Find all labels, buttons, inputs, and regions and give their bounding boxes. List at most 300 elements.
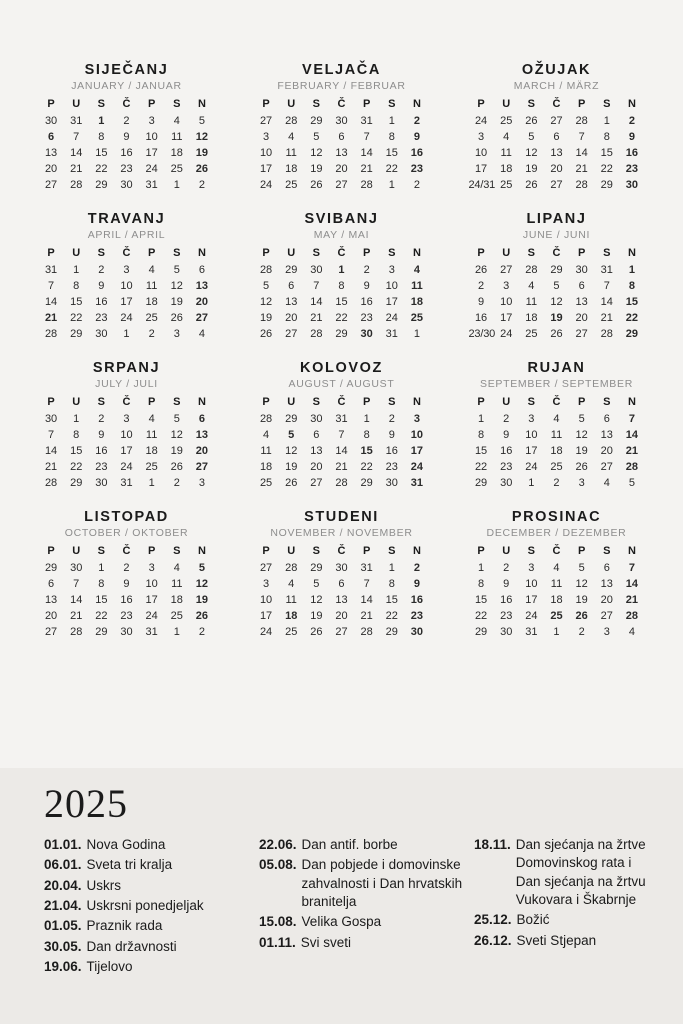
day-cell: 1: [413, 327, 420, 340]
day-cell: 16: [410, 593, 424, 606]
weekday-header: P: [577, 396, 586, 408]
day-cell: 11: [285, 593, 297, 606]
day-cell: 2: [478, 279, 485, 292]
day-cell: 20: [600, 444, 613, 457]
day-cell: 28: [360, 625, 373, 638]
day-cell: 26: [170, 311, 183, 324]
day-cell: 11: [145, 428, 158, 441]
weekday-header: S: [173, 98, 181, 110]
day-cell: 5: [198, 114, 205, 127]
holiday-date: 05.08.: [259, 857, 297, 873]
weekday-header: U: [72, 396, 81, 408]
day-cell: 4: [528, 279, 535, 292]
day-cell: 26: [575, 609, 588, 622]
holiday-item: [44, 877, 249, 895]
day-cell: 25: [285, 178, 298, 191]
weekday-header: S: [388, 545, 396, 557]
day-cell: 24: [500, 327, 513, 340]
day-cell: 1: [528, 476, 535, 489]
holiday-date: 19.06.: [44, 959, 82, 975]
day-cell: 20: [335, 609, 348, 622]
day-cell: 12: [310, 146, 323, 159]
month-subtitle: MAY / MAI: [313, 229, 370, 241]
weekday-header: S: [97, 98, 106, 110]
day-cell: 22: [95, 162, 108, 175]
day-cell: 13: [335, 593, 348, 606]
day-cell: 13: [335, 146, 348, 159]
day-cell: 27: [195, 460, 209, 473]
day-cell: 24: [525, 460, 538, 473]
holiday-item: [44, 917, 249, 935]
holiday-description: Praznik rada: [86, 918, 163, 934]
weekday-header: N: [627, 545, 636, 557]
day-cell: 10: [525, 428, 538, 441]
weekday-header: P: [147, 545, 156, 557]
weekday-header: Č: [337, 545, 346, 557]
day-cell: 28: [285, 114, 298, 127]
weekday-header: U: [502, 396, 511, 408]
day-cell: 6: [198, 263, 205, 276]
day-cell: 18: [500, 162, 513, 175]
day-cell: 24: [145, 162, 158, 175]
holiday-date: 18.11.: [474, 837, 511, 852]
day-cell: 17: [259, 162, 273, 175]
week-row: [39, 294, 215, 310]
day-cell: 8: [98, 577, 105, 590]
month-block: [22, 62, 231, 193]
weekday-header: U: [72, 545, 81, 557]
week-row: [469, 624, 645, 640]
day-cell: 10: [259, 146, 273, 159]
day-cell: 9: [503, 577, 510, 590]
day-cell: 16: [474, 311, 488, 324]
day-cell: 8: [478, 428, 485, 441]
month-table: [469, 395, 645, 491]
month-subtitle: AUGUST / AUGUST: [288, 378, 395, 390]
day-cell: 28: [525, 263, 538, 276]
holiday-item: [259, 913, 464, 931]
day-cell: 9: [413, 130, 420, 143]
weekday-header: S: [603, 396, 611, 408]
day-cell: 16: [95, 444, 108, 457]
day-cell: 2: [553, 476, 560, 489]
day-cell: 27: [600, 609, 613, 622]
day-cell: 19: [575, 444, 588, 457]
day-cell: 10: [500, 295, 513, 308]
day-cell: 7: [628, 561, 635, 574]
week-row: [39, 592, 215, 608]
day-cell: 5: [173, 263, 180, 276]
day-cell: 3: [388, 263, 395, 276]
weekday-header: P: [262, 98, 270, 110]
day-cell: 16: [120, 593, 133, 606]
holiday-column: [44, 836, 249, 979]
day-cell: 25: [500, 178, 513, 191]
weekday-header: S: [388, 396, 396, 408]
holiday-item: [474, 932, 649, 950]
day-cell: 4: [148, 263, 155, 276]
holiday-description: Božić: [516, 912, 550, 928]
day-cell: 2: [503, 561, 510, 574]
day-cell: 17: [385, 295, 398, 308]
day-cell: 27: [550, 178, 563, 191]
weekday-header: S: [603, 247, 611, 259]
month-name: RUJAN: [527, 360, 586, 376]
day-cell: 7: [628, 412, 635, 425]
week-row: [469, 294, 645, 310]
day-cell: 28: [44, 327, 58, 340]
day-cell: 15: [95, 146, 108, 159]
day-cell: 6: [338, 577, 345, 590]
day-cell: 19: [525, 162, 538, 175]
day-cell: 27: [259, 114, 273, 127]
week-row: [39, 177, 215, 193]
weekday-header: Č: [552, 396, 561, 408]
weekday-header: P: [362, 545, 371, 557]
day-cell: 17: [145, 593, 158, 606]
week-row: [254, 475, 430, 491]
weekday-header: Č: [337, 247, 346, 259]
weekday-header: P: [262, 396, 270, 408]
day-cell: 18: [145, 295, 158, 308]
day-cell: 17: [525, 444, 538, 457]
day-cell: 15: [70, 295, 83, 308]
month-table: [254, 97, 430, 193]
weekday-header: S: [312, 247, 321, 259]
day-cell: 27: [195, 311, 209, 324]
weekday-header-row: [39, 246, 215, 262]
day-cell: 24: [410, 460, 424, 473]
day-cell: 29: [70, 327, 83, 340]
day-cell: 25: [145, 311, 158, 324]
day-cell: 29: [310, 561, 323, 574]
holiday-description: Velika Gospa: [301, 914, 382, 930]
holiday-date: 21.04.: [44, 898, 82, 914]
month-block: [22, 211, 231, 342]
day-cell: 15: [360, 444, 373, 457]
day-cell: 9: [628, 130, 635, 143]
day-cell: 27: [500, 263, 513, 276]
day-cell: 30: [335, 114, 348, 127]
day-cell: 24: [120, 311, 133, 324]
day-cell: 30: [360, 327, 373, 340]
day-cell: 21: [575, 162, 588, 175]
day-cell: 26: [195, 162, 209, 175]
weekday-header-row: [254, 246, 430, 262]
day-cell: 8: [363, 428, 370, 441]
day-cell: 3: [603, 625, 610, 638]
day-cell: 18: [410, 295, 424, 308]
day-cell: 7: [363, 130, 370, 143]
day-cell: 6: [48, 577, 55, 590]
week-row: [469, 113, 645, 129]
day-cell: 3: [503, 279, 510, 292]
week-row: [469, 278, 645, 294]
weekday-header: N: [412, 545, 421, 557]
week-row: [39, 475, 215, 491]
day-cell: 11: [171, 577, 183, 590]
day-cell: 11: [171, 130, 183, 143]
day-cell: 9: [123, 577, 130, 590]
weekday-header: P: [147, 98, 156, 110]
month-subtitle: FEBRUARY / FEBRUAR: [277, 80, 406, 92]
day-cell: 11: [525, 295, 538, 308]
day-cell: 15: [385, 146, 398, 159]
day-cell: 30: [385, 476, 398, 489]
day-cell: 20: [195, 295, 209, 308]
day-cell: 4: [263, 428, 270, 441]
week-row: [469, 310, 645, 326]
day-cell: 14: [575, 146, 588, 159]
weekday-header: P: [477, 247, 485, 259]
day-cell: 6: [338, 130, 345, 143]
day-cell: 5: [628, 476, 635, 489]
week-row: [254, 576, 430, 592]
month-name: TRAVANJ: [87, 211, 166, 227]
day-cell: 13: [600, 428, 613, 441]
day-cell: 1: [553, 625, 560, 638]
weekday-header: P: [47, 247, 55, 259]
weekday-header: P: [262, 545, 270, 557]
day-cell: 1: [148, 476, 155, 489]
holiday-date: 30.05.: [44, 938, 82, 954]
day-cell: 29: [335, 327, 348, 340]
month-table: [254, 544, 430, 640]
day-cell: 2: [148, 327, 155, 340]
day-cell: 24: [525, 609, 538, 622]
day-cell: 10: [474, 146, 488, 159]
day-cell: 8: [338, 279, 345, 292]
day-cell: 30: [310, 412, 323, 425]
day-cell: 27: [575, 327, 588, 340]
weekday-header-row: [39, 395, 215, 411]
day-cell: 27: [285, 327, 298, 340]
holiday-item: [474, 911, 649, 929]
day-cell: 23: [120, 162, 133, 175]
weekday-header: U: [287, 98, 296, 110]
day-cell: 31: [360, 561, 373, 574]
day-cell: 24: [120, 460, 133, 473]
day-cell: 31: [525, 625, 538, 638]
month-block: [452, 509, 661, 640]
week-row: [254, 608, 430, 624]
weekday-header: S: [173, 396, 181, 408]
day-cell: 9: [123, 130, 130, 143]
day-cell: 25: [550, 609, 563, 622]
holiday-description: Tijelovo: [86, 959, 133, 975]
month-block: [452, 62, 661, 193]
day-cell: 5: [313, 577, 320, 590]
weekday-header: S: [603, 545, 611, 557]
weekday-header: S: [312, 396, 321, 408]
day-cell: 15: [385, 593, 398, 606]
holiday-description: Dan pobjede i domovinske zahvalnosti i Dan hrvatskih branitelja: [301, 857, 463, 910]
day-cell: 30: [575, 263, 588, 276]
day-cell: 2: [98, 412, 105, 425]
weekday-header: P: [477, 396, 485, 408]
day-cell: 3: [198, 476, 205, 489]
day-cell: 21: [335, 460, 348, 473]
month-subtitle: SEPTEMBER / SEPTEMBER: [480, 378, 633, 390]
day-cell: 30: [44, 114, 58, 127]
day-cell: 5: [313, 130, 320, 143]
day-cell: 26: [310, 625, 323, 638]
day-cell: 4: [553, 561, 560, 574]
day-cell: 19: [310, 162, 323, 175]
week-row: [39, 608, 215, 624]
day-cell: 29: [310, 114, 323, 127]
day-cell: 12: [575, 577, 588, 590]
day-cell: 23: [500, 460, 513, 473]
day-cell: 10: [145, 577, 158, 590]
day-cell: 30: [70, 561, 83, 574]
month-block: [22, 360, 231, 491]
day-cell: 2: [173, 476, 180, 489]
day-cell: 4: [603, 476, 610, 489]
weekday-header: N: [627, 247, 636, 259]
day-cell: 29: [600, 178, 613, 191]
day-cell: 3: [578, 476, 585, 489]
day-cell: 29: [95, 625, 108, 638]
day-cell: 27: [335, 178, 348, 191]
day-cell: 7: [338, 428, 345, 441]
holiday-column: [259, 836, 464, 979]
day-cell: 15: [95, 593, 108, 606]
day-cell: 28: [360, 178, 373, 191]
day-cell: 20: [335, 162, 348, 175]
day-cell: 3: [148, 561, 155, 574]
day-cell: 22: [335, 311, 348, 324]
day-cell: 9: [363, 279, 370, 292]
weekday-header: N: [627, 98, 636, 110]
weekday-header-row: [469, 544, 645, 560]
day-cell: 13: [600, 577, 613, 590]
day-cell: 22: [474, 609, 488, 622]
day-cell: 9: [98, 279, 105, 292]
weekday-header: P: [577, 98, 586, 110]
day-cell: 28: [70, 178, 83, 191]
weekday-header: P: [147, 396, 156, 408]
month-table: [39, 97, 215, 193]
day-cell: 21: [360, 609, 373, 622]
holiday-description: Sveta tri kralja: [86, 857, 173, 873]
week-row: [254, 443, 430, 459]
day-cell: 21: [360, 162, 373, 175]
day-cell: 7: [603, 279, 610, 292]
holiday-item: [259, 836, 464, 854]
day-cell: 6: [288, 279, 295, 292]
holiday-description: Uskrs: [86, 877, 122, 893]
day-cell: 14: [625, 577, 639, 590]
day-cell: 28: [310, 327, 323, 340]
day-cell: 11: [260, 444, 272, 457]
day-cell: 15: [335, 295, 348, 308]
day-cell: 25: [500, 114, 513, 127]
day-cell: 30: [95, 327, 108, 340]
day-cell: 13: [310, 444, 323, 457]
day-cell: 14: [44, 444, 58, 457]
holiday-description: Dan antif. borbe: [301, 837, 398, 852]
day-cell: 31: [385, 327, 398, 340]
day-cell: 18: [170, 593, 183, 606]
day-cell: 8: [73, 279, 80, 292]
weekday-header: S: [173, 545, 181, 557]
day-cell: 18: [145, 444, 158, 457]
week-row: [39, 129, 215, 145]
week-row: [469, 145, 645, 161]
weekday-header: S: [312, 98, 321, 110]
day-cell: 11: [145, 279, 158, 292]
weekday-header: N: [412, 247, 421, 259]
week-row: [469, 161, 645, 177]
month-table: [254, 246, 430, 342]
day-cell: 28: [44, 476, 58, 489]
day-cell: 30: [500, 476, 513, 489]
holiday-date: 26.12.: [474, 932, 512, 948]
weekday-header: U: [502, 545, 511, 557]
weekday-header: S: [527, 98, 536, 110]
day-cell: 3: [263, 577, 270, 590]
day-cell: 12: [550, 295, 563, 308]
day-cell: 11: [285, 146, 297, 159]
month-block: [22, 509, 231, 640]
weekday-header: P: [362, 98, 371, 110]
day-cell: 9: [503, 428, 510, 441]
day-cell: 29: [285, 412, 298, 425]
week-row: [39, 113, 215, 129]
day-cell: 15: [600, 146, 613, 159]
day-cell: 22: [95, 609, 108, 622]
year-title: 2025: [44, 781, 128, 826]
day-cell: 13: [550, 146, 563, 159]
week-row: [39, 576, 215, 592]
day-cell: 16: [360, 295, 373, 308]
day-cell: 26: [525, 114, 538, 127]
weekday-header-row: [469, 395, 645, 411]
day-cell: 2: [628, 114, 635, 127]
day-cell: 14: [70, 146, 83, 159]
day-cell: 31: [145, 625, 158, 638]
week-row: [254, 624, 430, 640]
day-cell: 15: [70, 444, 83, 457]
day-cell: 3: [173, 327, 180, 340]
week-row: [254, 427, 430, 443]
day-cell: 25: [285, 625, 298, 638]
month-block: [452, 360, 661, 491]
day-cell: 26: [474, 263, 488, 276]
day-cell: 20: [575, 311, 588, 324]
month-name: SRPANJ: [92, 360, 161, 376]
holiday-item: [44, 836, 249, 854]
day-cell: 10: [385, 279, 398, 292]
weekday-header: S: [603, 98, 611, 110]
month-table: [39, 246, 215, 342]
weekday-header: U: [287, 396, 296, 408]
day-cell: 2: [198, 625, 205, 638]
day-cell: 2: [413, 114, 420, 127]
weekday-header: P: [147, 247, 156, 259]
day-cell: 2: [123, 561, 130, 574]
month-table: [469, 97, 645, 193]
day-cell: 28: [600, 327, 613, 340]
day-cell: 1: [388, 561, 395, 574]
day-cell: 25: [525, 327, 538, 340]
day-cell: 2: [388, 412, 395, 425]
week-row: [469, 475, 645, 491]
week-row: [469, 443, 645, 459]
day-cell: 2: [413, 561, 420, 574]
day-cell: 3: [148, 114, 155, 127]
